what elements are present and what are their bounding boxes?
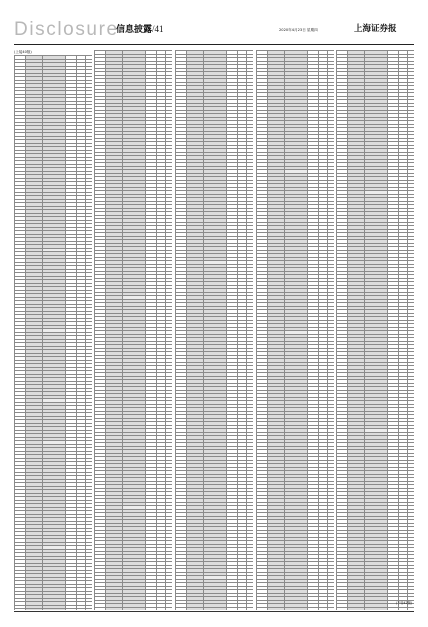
table-cell xyxy=(86,609,93,611)
table-column-2 xyxy=(94,50,172,610)
disclosure-table-2 xyxy=(94,50,172,610)
disclosure-table-4 xyxy=(256,50,334,610)
disclosure-table-3 xyxy=(175,50,253,610)
newspaper-name: 上海证券报 xyxy=(354,24,397,34)
table-column-1 xyxy=(14,50,92,610)
masthead xyxy=(14,19,414,43)
table-cell xyxy=(43,609,66,611)
section-title xyxy=(116,24,164,35)
brand-wordmark: Disclosure xyxy=(14,19,119,40)
disclosure-table-columns xyxy=(14,50,414,610)
page-number: /41 xyxy=(152,24,164,34)
masthead-rule xyxy=(14,44,414,45)
continuation-header: (上接40版) xyxy=(14,50,32,54)
section-name: 信息披露 xyxy=(116,25,153,35)
date-line: 2020年4月23日 星期四 xyxy=(279,28,318,32)
table-cell xyxy=(66,609,77,611)
table-row xyxy=(15,609,93,611)
table-column-4 xyxy=(256,50,334,610)
table-cell xyxy=(77,609,86,611)
table-cell xyxy=(15,609,26,611)
table-cell xyxy=(26,609,43,611)
table-column-3 xyxy=(175,50,253,610)
disclosure-table-1 xyxy=(14,55,92,610)
